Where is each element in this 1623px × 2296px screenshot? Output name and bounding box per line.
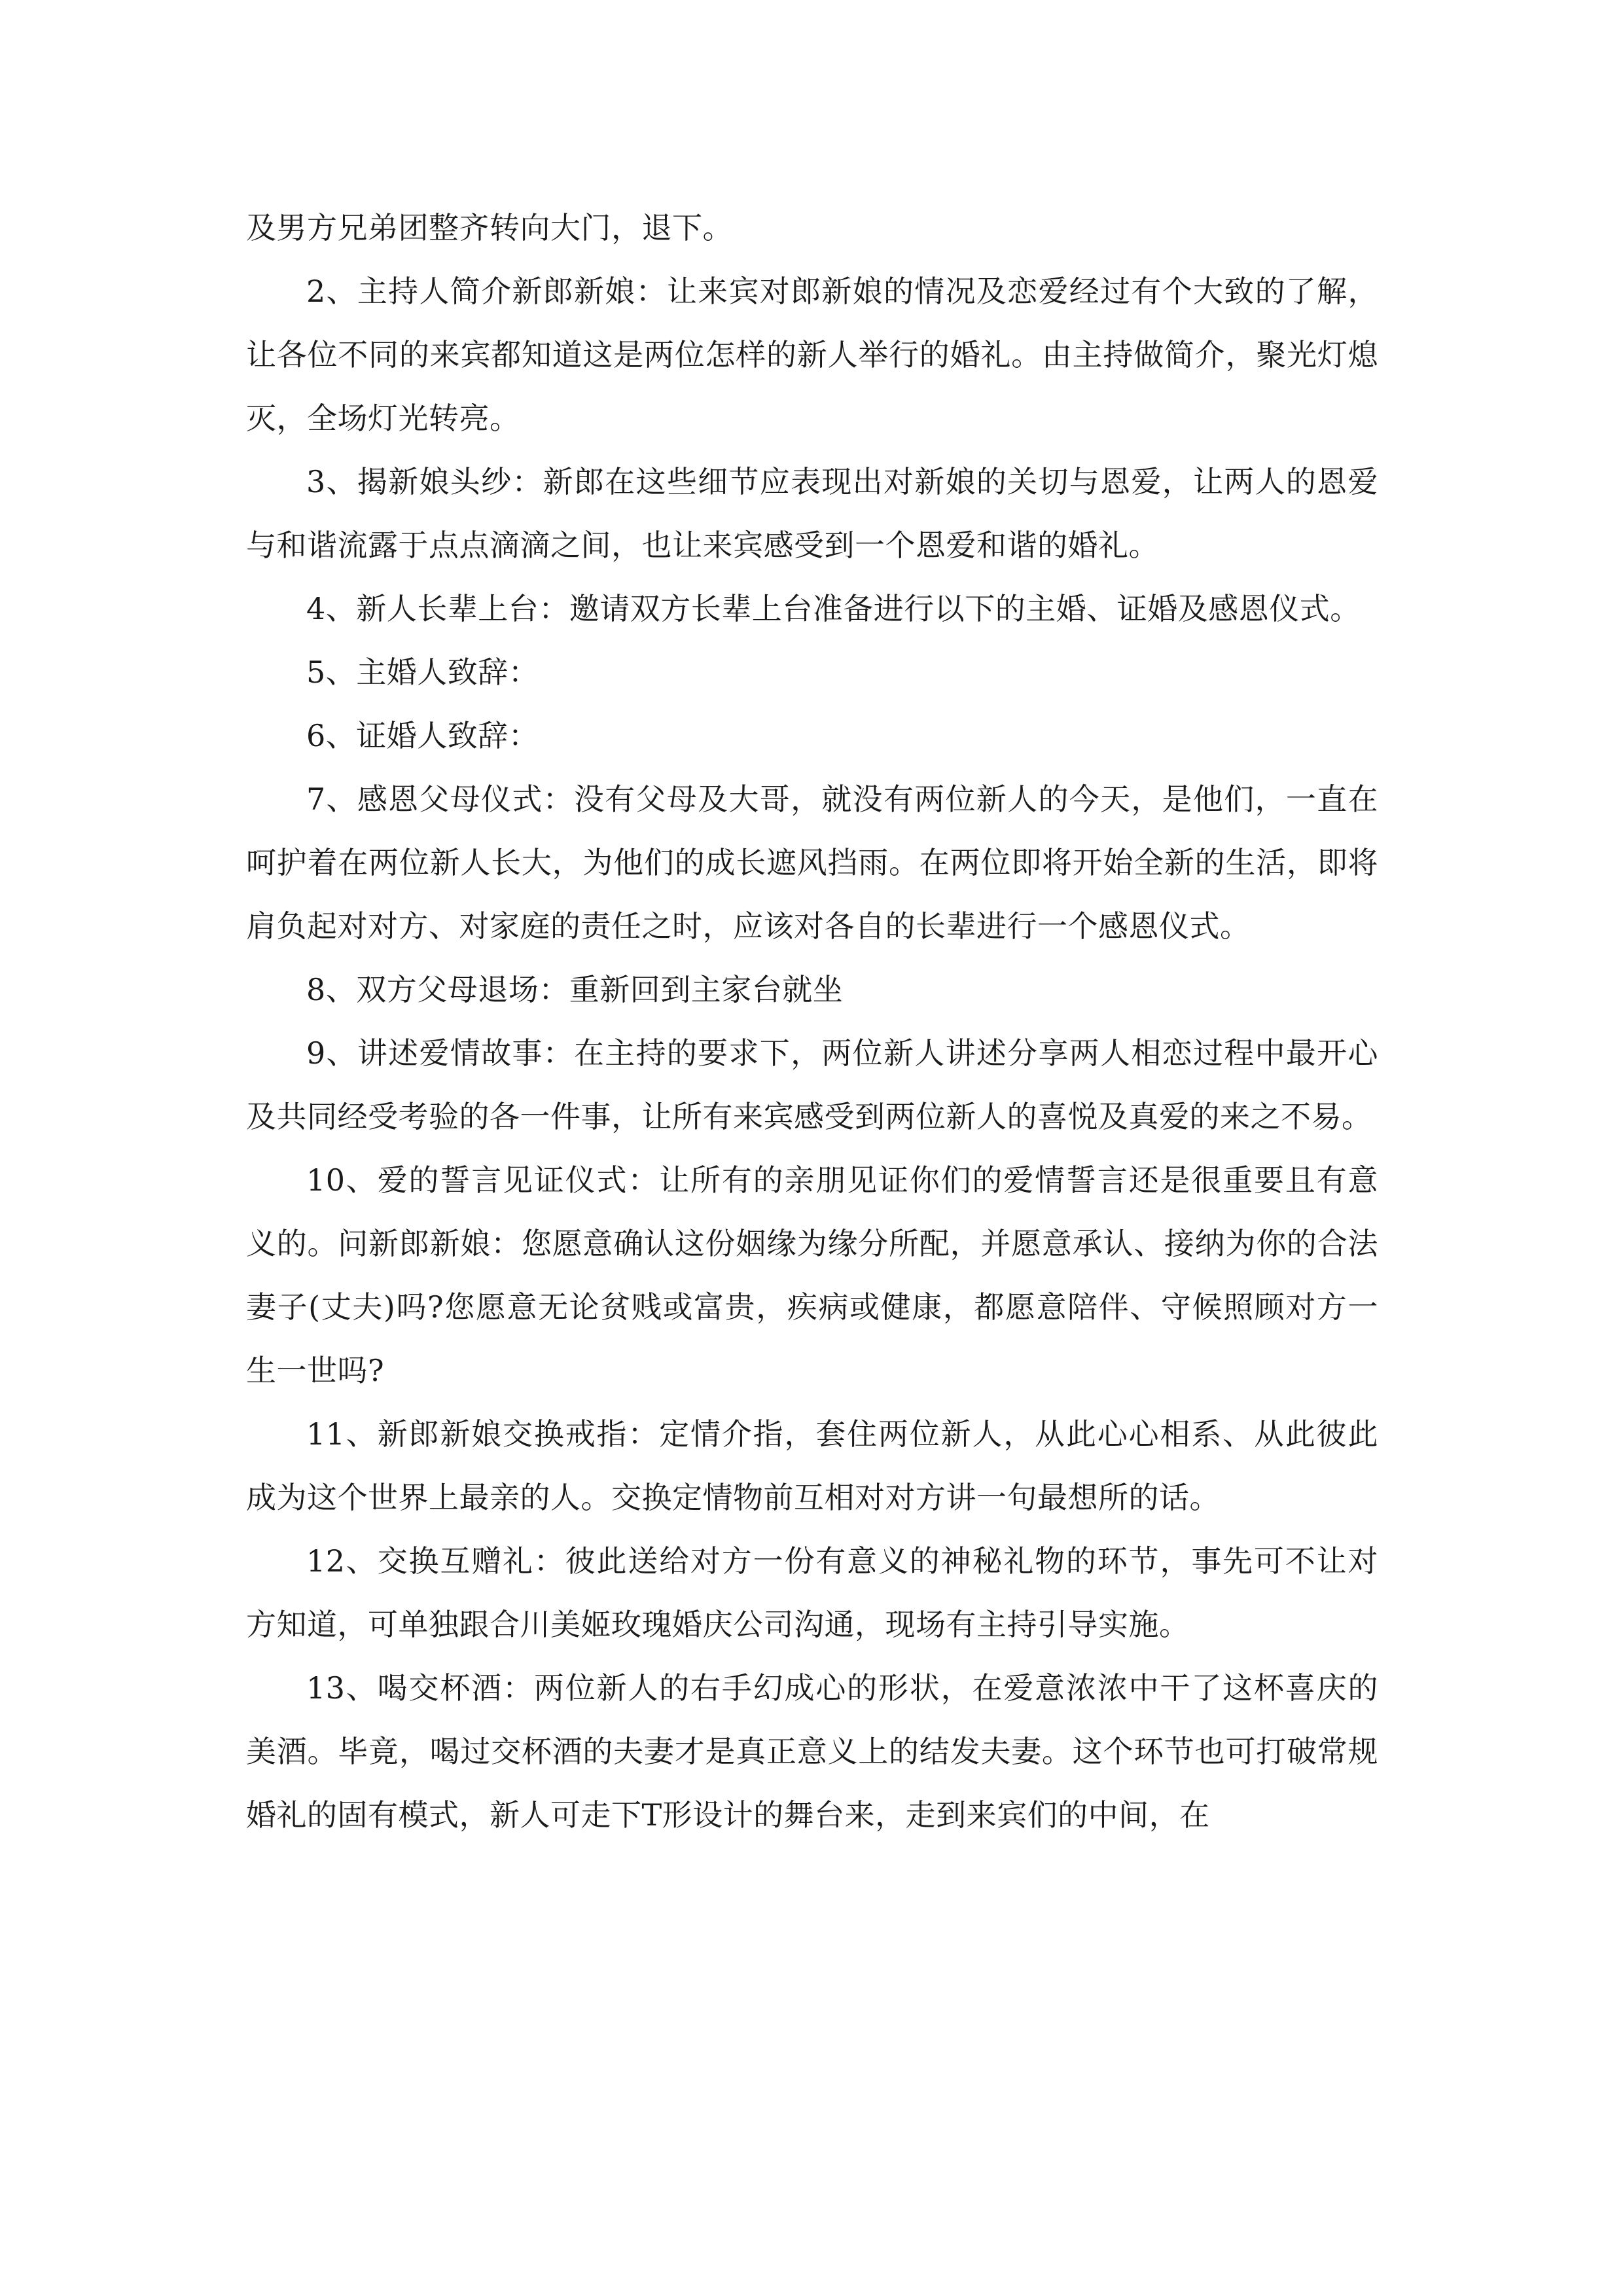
paragraph-item-7: 7、感恩父母仪式：没有父母及大哥，就没有两位新人的今天，是他们，一直在呵护着在两位新人长大，为他们的成长遮风挡雨。在两位即将开始全新的生活，即将肩负起对对方、对家庭的责任之时，应该对各自的长辈进行一个感恩仪式。 [246,781,1378,944]
paragraph-item-4: 4、新人长辈上台：邀请双方长辈上台准备进行以下的主婚、证婚及感恩仪式。 [306,591,1361,626]
paragraph-item-2: 2、主持人简介新郎新娘：让来宾对郎新娘的情况及恋爱经过有个大致的了解，让各位不同的来宾都知道这是两位怎样的新人举行的婚礼。由主持做简介，聚光灯熄灭，全场灯光转亮。 [246,274,1378,436]
paragraph-item-8: 8、双方父母退场：重新回到主家台就坐 [306,972,844,1007]
paragraph-item-12: 12、交换互赠礼：彼此送给对方一份有意义的神秘礼物的环节，事先可不让对方知道，可单独跟合川美姬玫瑰婚庆公司沟通，现场有主持引导实施。 [246,1543,1378,1642]
paragraph-item-3: 3、揭新娘头纱：新郎在这些细节应表现出对新娘的关切与恩爱，让两人的恩爱与和谐流露于点点滴滴之间，也让来宾感受到一个恩爱和谐的婚礼。 [246,464,1378,563]
paragraph-item-13: 13、喝交杯酒：两位新人的右手幻成心的形状，在爱意浓浓中干了这杯喜庆的美酒。毕竟，喝过交杯酒的夫妻才是真正意义上的结发夫妻。这个环节也可打破常规婚礼的固有模式，新人可走下T形设计的舞台来，走到来宾们的中间，在 [246,1670,1378,1833]
paragraph-item-10: 10、爱的誓言见证仪式：让所有的亲朋见证你们的爱情誓言还是很重要且有意义的。问新郎新娘：您愿意确认这份姻缘为缘分所配，并愿意承认、接纳为你的合法妻子(丈夫)吗?您愿意无论贫贱或富贵，疾病或健康，都愿意陪伴、守候照顾对方一生一世吗? [246,1162,1378,1388]
paragraph-item-5: 5、主婚人致辞： [306,655,539,690]
paragraph-continuation: 及男方兄弟团整齐转向大门，退下。 [246,210,733,245]
paragraph-item-11: 11、新郎新娘交换戒指：定情介指，套住两位新人，从此心心相系、从此彼此成为这个世界上最亲的人。交换定情物前互相对对方讲一句最想所的话。 [246,1416,1378,1515]
paragraph-item-6: 6、证婚人致辞： [306,718,539,753]
paragraph-item-9: 9、讲述爱情故事：在主持的要求下，两位新人讲述分享两人相恋过程中最开心及共同经受考验的各一件事，让所有来宾感受到两位新人的喜悦及真爱的来之不易。 [246,1035,1378,1134]
document-body [246,196,1378,1847]
